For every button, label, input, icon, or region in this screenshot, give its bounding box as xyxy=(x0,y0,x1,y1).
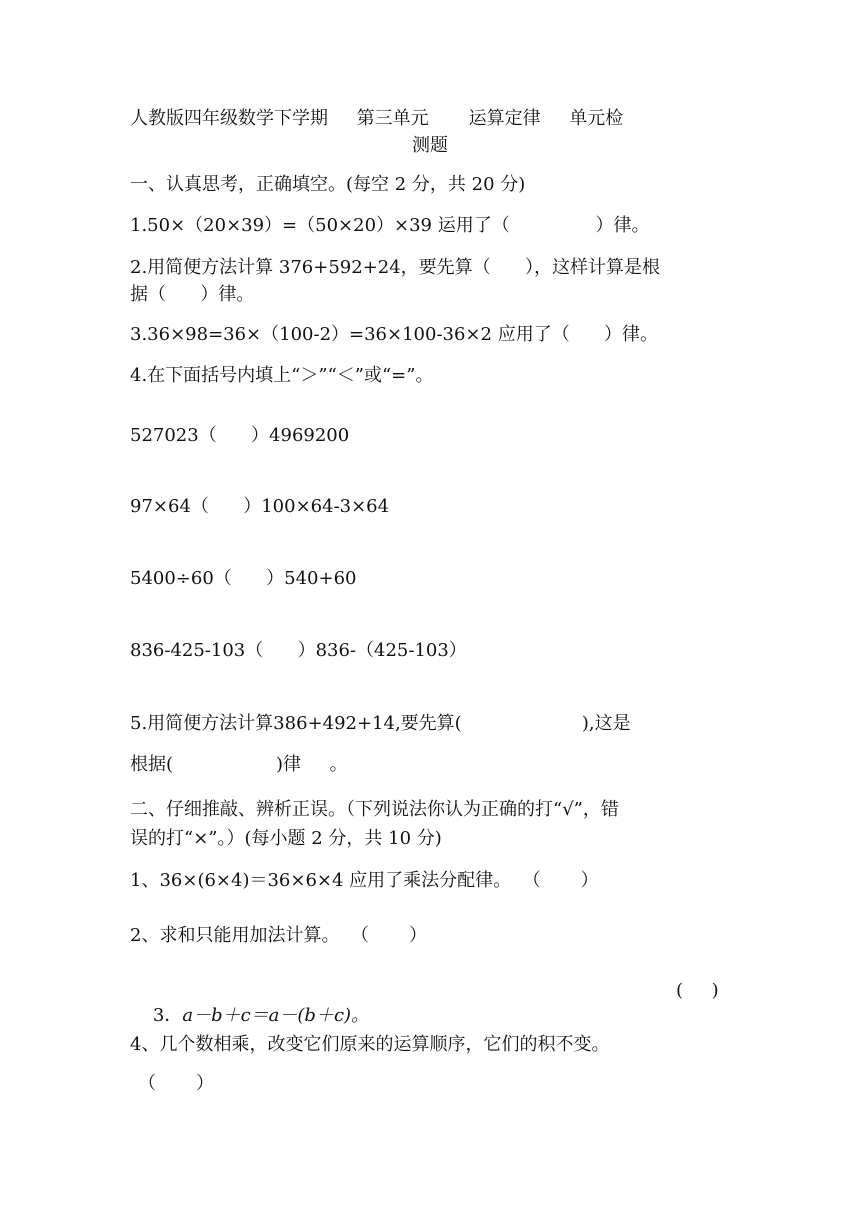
compare-item: 5400÷60（ ）540+60 xyxy=(130,568,357,589)
section1-heading: 一、认真思考，正确填空。(每空 2 分，共 20 分) xyxy=(130,174,526,195)
judge-item: 1、36×(6×4)＝36×6×4 应用了乘法分配律。 （ ） xyxy=(130,870,599,891)
judge-item-3-number: 3． xyxy=(152,1005,183,1026)
question-2-line1: 2.用简便方法计算 376+592+24，要先算（ ），这样计算是根 xyxy=(130,257,661,278)
judge-item-3-answer-paren: ( ) xyxy=(676,980,719,1001)
question-2-line2: 据（ ）律。 xyxy=(130,284,255,305)
judge-item-3-expression: a－b＋c＝a－(b＋c)。 xyxy=(182,1005,370,1026)
compare-item: 97×64（ ）100×64-3×64 xyxy=(130,496,390,517)
page-title-line2: 测题 xyxy=(412,135,448,156)
compare-item: 527023（ ）4969200 xyxy=(130,425,350,446)
question-3: 3.36×98=36×（100-2）=36×100-36×2 应用了（ ）律。 xyxy=(130,324,659,345)
question-5-line1: 5.用简便方法计算386+492+14,要先算( ),这是 xyxy=(130,713,631,734)
compare-item: 836-425-103（ ）836-（425-103） xyxy=(130,640,467,661)
judge-item: 4、几个数相乘，改变它们原来的运算顺序，它们的积不变。 xyxy=(130,1034,610,1055)
section2-heading-line2: 误的打“×”。）(每小题 2 分，共 10 分) xyxy=(130,828,442,849)
judge-item-4-answer-paren: （ ） xyxy=(138,1073,215,1094)
page-title-line1: 人教版四年级数学下学期 第三单元 运算定律 单元检 xyxy=(130,108,624,129)
question-1: 1.50×（20×39）=（50×20）×39 运用了（ ）律。 xyxy=(130,215,650,236)
question-4: 4.在下面括号内填上“＞”“＜”或“=”。 xyxy=(130,365,434,386)
question-5-line2: 根据( )律 。 xyxy=(130,754,348,775)
section2-heading-line1: 二、仔细推敲、辨析正误。（下列说法你认为正确的打“√”，错 xyxy=(130,799,619,820)
judge-item: 2、求和只能用加法计算。 （ ） xyxy=(130,925,427,946)
